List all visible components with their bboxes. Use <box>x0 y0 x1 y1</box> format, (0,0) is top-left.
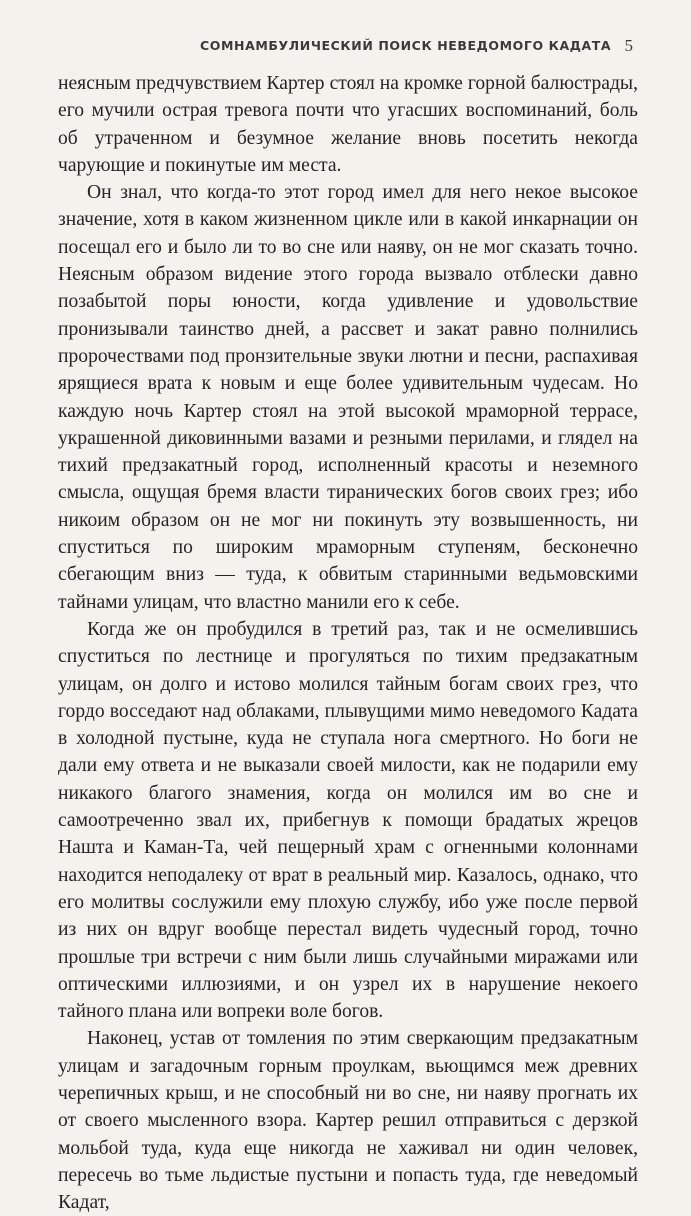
paragraph-continued: неясным предчувствием Картер стоял на кромке горной балюстрады, его мучили острая тревога почти что угасших воспоминаний, боль об утраченном и безумное желание вновь посетить некогда чарующие и покинутые им места. <box>58 73 638 176</box>
paragraph: Наконец, устав от томления по этим сверкающим предзакатным улицам и загадочным горным проулкам, вьющимся меж древних черепичных крыш, и не способный ни во сне, ни наяву прогнать их от своего мысленного взора. Картер решил отправиться с дерзкой мольбой туда, куда еще никогда не хаживал ни один человек, пересечь во тьме льдистые пустыни и попасть туда, где неведомый Кадат, <box>58 1028 638 1214</box>
running-title: СОМНАМБУЛИЧЕСКИЙ ПОИСК НЕВЕДОМОГО КАДАТА <box>200 38 612 53</box>
body-text <box>58 70 638 1216</box>
paragraph: Когда же он пробудился в третий раз, так и не осмелившись спуститься по лестнице и прогуляться по тихим предзакатным улицам, он долго и истово молился тайным богам своих грез, что гордо восседают над облаками, плывущими мимо неведомого Кадата в холодной пустыне, куда не ступала нога смертного. Но боги не дали ему ответа и не выказали своей милости, как не подарили ему никакого благого знамения, когда он молился им во сне и самоотреченно звал их, прибегнув к помощи брадатых жрецов Нашта и Каман-Та, чей пещерный храм с огненными колоннами находится неподалеку от врат в реальный мир. Казалось, однако, что его молитвы сослужили ему плохую службу, ибо уже после первой из них он вдруг вообще перестал видеть чудесный город, точно прошлые три встречи с ним были лишь случайными миражами или оптическими иллюзиями, и он узрел их в нарушение некоего тайного плана или вопреки воле богов. <box>58 618 638 1023</box>
running-head <box>150 38 633 58</box>
page-number: 5 <box>624 36 633 55</box>
paragraph: Он знал, что когда-то этот город имел для него некое высокое значение, хотя в каком жизненном цикле или в какой инкарнации он посещал его и было ли то во сне или наяву, он не мог сказать точно. Неясным образом видение этого города вызвало отблески давно позабытой поры юности, когда удивление и удовольствие пронизывали таинство дней, а рассвет и закат равно полнились пророчествами под пронзительные звуки лютни и песни, распахивая ярящиеся врата к новым и еще более удивительным чудесам. Но каждую ночь Картер стоял на этой высокой мраморной террасе, украшенной диковинными вазами и резными перилами, и глядел на тихий предзакатный город, исполненный красоты и неземного смысла, ощущая бремя власти тиранических богов своих грез; ибо никоим образом он не мог ни покинуть эту возвышенность, ни спуститься по широким мраморным ступеням, бесконечно сбегающим вниз — туда, к обвитым старинными ведьмовскими тайнами улицам, что властно манили его к себе. <box>58 182 638 613</box>
